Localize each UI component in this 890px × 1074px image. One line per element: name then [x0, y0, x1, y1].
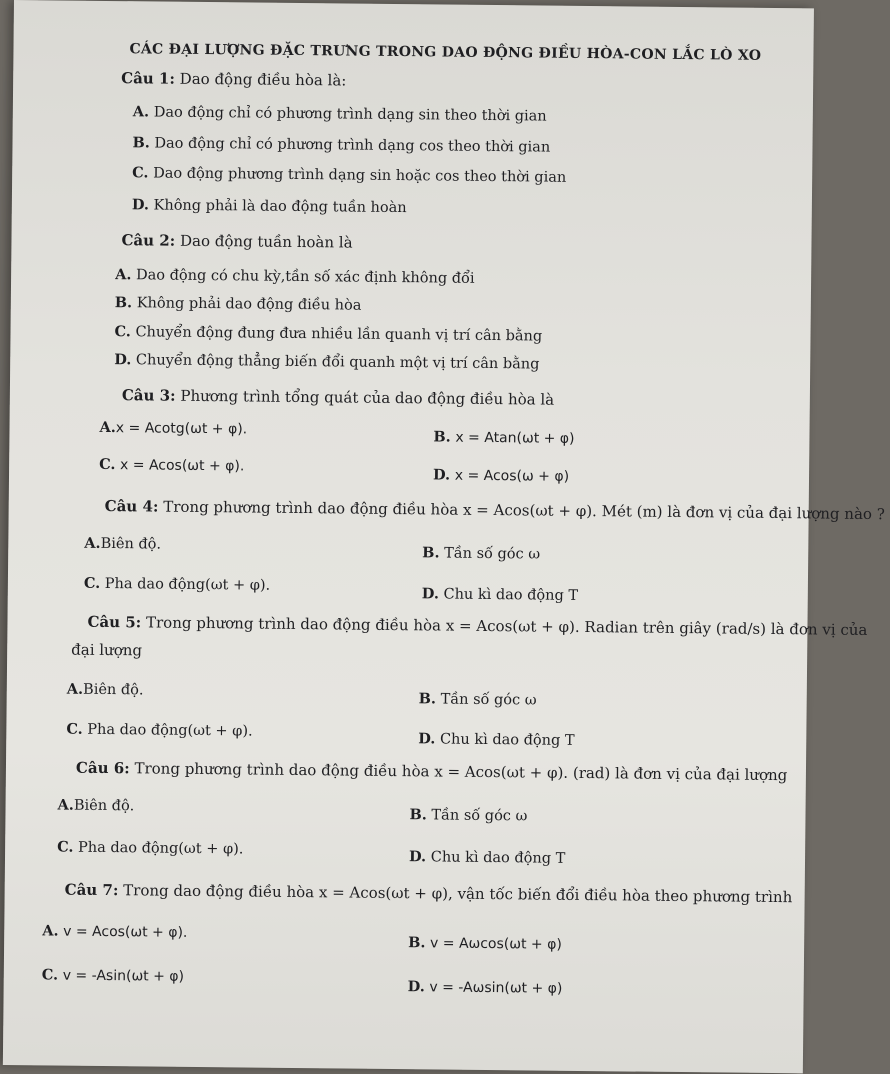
question-6: [76, 759, 788, 784]
q1-option-b: B. Dao động chỉ có phương trình dạng cos theo thời gian: [132, 134, 551, 156]
q5-option-b: B. Tần số góc ω: [418, 690, 537, 709]
q7-option-a: A. v = Acos(ωt + φ).: [42, 922, 188, 941]
q4-option-a: A.Biên độ.: [84, 534, 162, 553]
q3-option-b: B. x = Atan(ωt + φ): [433, 428, 575, 447]
q7-option-b: B. v = Aωcos(ωt + φ): [408, 934, 562, 953]
question-text: Trong phương trình dao động điều hòa x = Acos(ωt + φ). Radian trên giây (rad/s) là đơn vị của: [145, 613, 868, 639]
question-label: Câu 5:: [87, 612, 142, 632]
q1-option-d: D. Không phải là dao động tuần hoàn: [131, 196, 407, 217]
q6-option-c: C. Pha dao động(ωt + φ).: [57, 838, 244, 858]
q4-option-c: C. Pha dao động(ωt + φ).: [83, 574, 271, 594]
question-text: Phương trình tổng quát của dao động điều hòa là: [180, 386, 555, 409]
q1-option-c: C. Dao động phương trình dạng sin hoặc cos theo thời gian: [132, 164, 567, 186]
question-5: [87, 613, 867, 639]
q1-option-a: A. Dao động chỉ có phương trình dạng sin theo thời gian: [132, 103, 547, 125]
question-7: [65, 881, 793, 907]
question-label: Câu 3:: [121, 386, 176, 405]
question-1: [121, 69, 346, 89]
question-text: Trong phương trình dao động điều hòa x = Acos(ωt + φ). Mét (m) là đơn vị của đại lượng nào ?: [163, 497, 885, 524]
q6-option-b: B. Tần số góc ω: [409, 806, 528, 825]
q2-option-c: C. Chuyển động đung đưa nhiều lần quanh vị trí cân bằng: [114, 323, 543, 345]
q4-option-b: B. Tần số góc ω: [422, 544, 541, 563]
question-text: Trong phương trình dao động điều hòa x = Acos(ωt + φ). (rad) là đơn vị của đại lượng: [134, 759, 788, 785]
question-2: [121, 231, 352, 251]
q2-option-a: A. Dao động có chu kỳ,tần số xác định không đổi: [115, 266, 475, 287]
question-label: Câu 2:: [121, 231, 176, 250]
question-5-continued: đại lượng: [71, 640, 143, 660]
question-label: Câu 4:: [104, 496, 159, 516]
question-4: [105, 497, 885, 523]
question-3: [122, 386, 554, 409]
q5-option-d: D. Chu kì dao động T: [418, 730, 575, 749]
question-label: Câu 1:: [121, 69, 176, 88]
q5-option-a: A.Biên độ.: [66, 680, 144, 699]
page-title: CÁC ĐẠI LƯỢNG ĐẶC TRƯNG TRONG DAO ĐỘNG ĐIỀU HÒA-CON LẮC LÒ XO: [129, 41, 762, 64]
q6-option-d: D. Chu kì dao động T: [408, 848, 566, 867]
question-text: Trong dao động điều hòa x = Acos(ωt + φ), vận tốc biến đổi điều hòa theo phương trình: [123, 881, 793, 907]
question-text: Dao động điều hòa là:: [179, 69, 347, 90]
worksheet-page: [3, 0, 885, 1073]
q5-option-c: C. Pha dao động(ωt + φ).: [66, 720, 253, 740]
question-label: Câu 7:: [64, 880, 119, 900]
q7-option-d: D. v = -Aωsin(ωt + φ): [407, 978, 563, 997]
question-label: Câu 6:: [75, 758, 130, 778]
q4-option-d: D. Chu kì dao động T: [421, 585, 579, 604]
q3-option-d: D. x = Acos(ω + φ): [432, 466, 570, 485]
q3-option-a: A.x = Acotg(ωt + φ).: [99, 418, 248, 438]
q2-option-d: D. Chuyển động thẳng biến đổi quanh một vị trí cân bằng: [114, 351, 540, 373]
q7-option-c: C. v = -Asin(ωt + φ): [41, 966, 185, 985]
question-text: Dao động tuần hoàn là: [179, 231, 353, 252]
q3-option-c: C. x = Acos(ωt + φ).: [99, 455, 245, 475]
q2-option-b: B. Không phải dao động điều hòa: [114, 294, 362, 314]
q6-option-a: A.Biên độ.: [57, 796, 135, 815]
